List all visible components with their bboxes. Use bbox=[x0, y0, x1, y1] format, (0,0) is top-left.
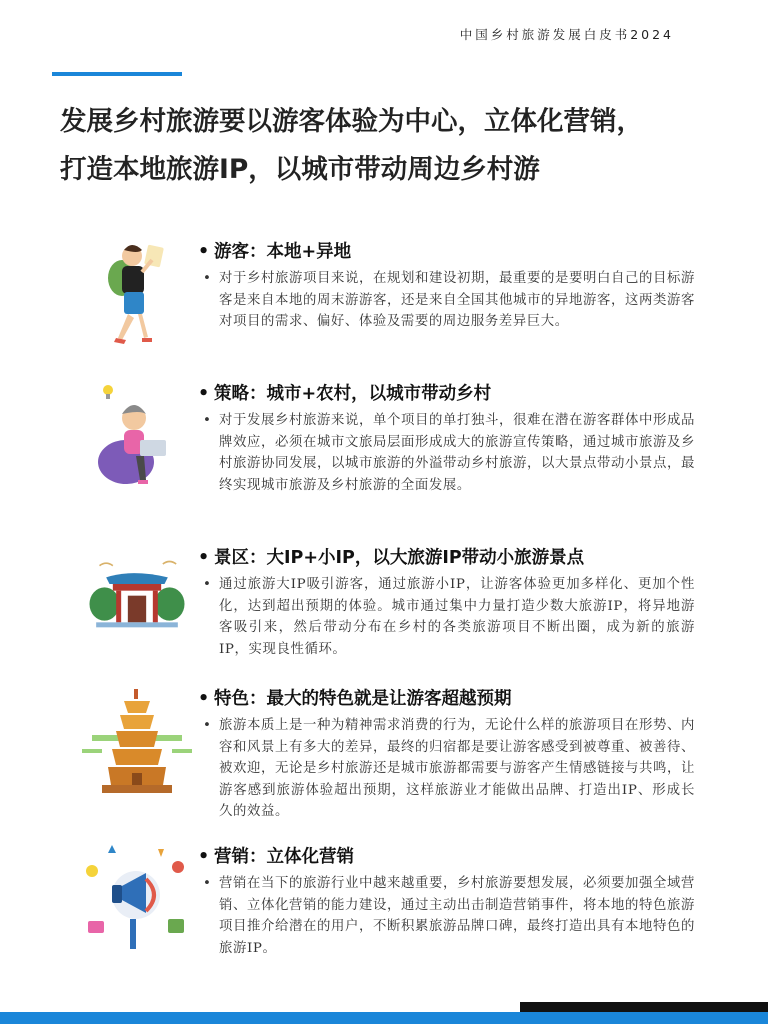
section-heading: • 策略：城市+农村，以城市带动乡村 bbox=[198, 384, 492, 404]
accent-bar bbox=[52, 72, 182, 76]
section-body: • 对于乡村旅游项目来说，在规划和建设初期，最重要的是要明白自己的目标游客是来自本地的周末游游客，还是来自全国其他城市的异地游客，这两类游客对项目的需求、偏好、体验及需要的周边服务差异巨大。 bbox=[203, 271, 695, 329]
strategy-illustration-icon bbox=[78, 380, 196, 500]
title-line-1: 发展乡村旅游要以游客体验为中心，立体化营销， bbox=[60, 106, 643, 137]
section-heading: • 特色：最大的特色就是让游客超越预期 bbox=[198, 689, 512, 709]
section-body: • 对于发展乡村旅游来说，单个项目的单打独斗，很难在潜在游客群体中形成品牌效应，必须在城市文旅局层面形成成大的旅游宣传策略，通过城市旅游及乡村旅游协同发展，以城市旅游的外溢带动乡村旅游，以大景点带动小景点，最终实现城市旅游及乡村旅游的全面发展。 bbox=[203, 413, 695, 493]
section-heading: • 营销：立体化营销 bbox=[198, 847, 354, 867]
pagoda-illustration-icon bbox=[78, 685, 196, 805]
section-body: • 通过旅游大IP吸引游客，通过旅游小IP，让游客体验更加多样化、更加个性化，达到超出预期的体验。城市通过集中力量打造少数大旅游IP，将异地游客吸引来，然后带动分布在乡村的各类旅游项目不断出圈，成为新的旅游IP，实现良性循环。 bbox=[203, 577, 695, 657]
footer-black-bar bbox=[520, 1002, 768, 1012]
footer-blue-bar bbox=[0, 1012, 768, 1024]
title-line-2: 打造本地旅游IP，以城市带动周边乡村游 bbox=[60, 154, 540, 185]
tourist-illustration-icon bbox=[78, 238, 196, 358]
scenic-gate-illustration-icon bbox=[78, 554, 196, 654]
section-heading: • 游客：本地+异地 bbox=[198, 242, 352, 262]
megaphone-illustration-icon bbox=[78, 843, 196, 963]
section-body: • 营销在当下的旅游行业中越来越重要，乡村旅游要想发展，必须要加强全域营销、立体化营销的能力建设，通过主动出击制造营销事件，将本地的特色旅游项目推介给潜在的用户，不断积累旅游品牌口碑，最终打造出具有本地特色的旅游IP。 bbox=[203, 876, 695, 956]
section-heading: • 景区：大IP+小IP，以大旅游IP带动小旅游景点 bbox=[198, 548, 585, 568]
section-body: • 旅游本质上是一种为精神需求消费的行为，无论什么样的旅游项目在形势、内容和风景上有多大的差异，最终的归宿都是要让游客感受到被尊重、被善待、被欢迎，无论是乡村旅游还是城市旅游都需要与游客产生情感链接与共鸣，让游客感到旅游体验超出预期，这样旅游业才能做出品牌、打造出IP、形成长久的效益。 bbox=[203, 718, 695, 819]
header-text: 中国乡村旅游发展白皮书2024 bbox=[459, 27, 674, 42]
page-title bbox=[60, 98, 740, 194]
